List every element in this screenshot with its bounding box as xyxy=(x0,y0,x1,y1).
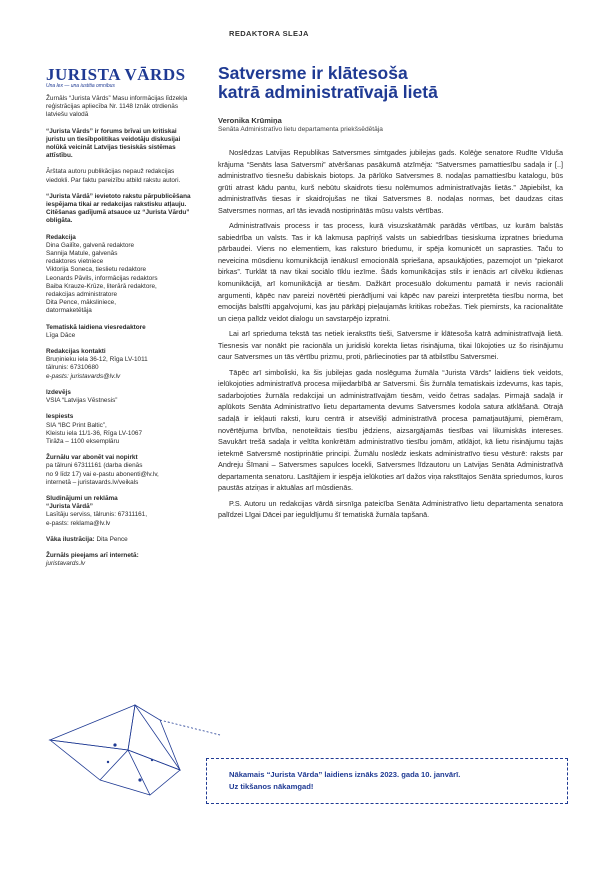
registration-info: Žurnāls “Jurista Vārds” Masu informācijas līdzekļa reģistrācijas apliecība Nr. 1148 Iznāk otrdienās latviešu valodā xyxy=(46,95,188,119)
announcement-line1: Nākamais “Jurista Vārda” laidiens iznāks 2023. gada 10. janvārī. xyxy=(229,770,461,779)
theme-editor-heading: Tematiskā laidiena viesredaktore xyxy=(46,323,146,331)
citation-notice: “Jurista Vārdā” ievietoto rakstu pārpublicēšana iespējama tikai ar redakcijas rakstisku atļauju. Citēšanas gadījumā atsauce uz “Jurista Vārdu” obligāta. xyxy=(46,192,191,225)
contacts xyxy=(46,348,196,381)
forum-statement: “Jurista Vārds” ir forums brīvai un kritiskai juristu un tiesībpolitikas veidotāju diskusijai nolūkā veicināt Latvijas tiesiskās sistēmas attīstību. xyxy=(46,127,181,160)
next-issue-announcement xyxy=(206,758,568,804)
theme-editor-name: Līga Dāce xyxy=(46,331,76,339)
subscription-heading: Žurnālu var abonēt vai nopirkt xyxy=(46,454,138,462)
online-access xyxy=(46,552,196,568)
article-author-role: Senāta Administratīvo lietu departamenta priekšsēdētāja xyxy=(218,126,383,133)
contacts-heading: Redakcijas kontakti xyxy=(46,348,106,356)
cover-artist: Dita Pence xyxy=(96,535,128,543)
advertising-heading: Sludinājumi un reklāma xyxy=(46,494,118,502)
advertising-line: Lasītāju serviss, tālrunis: 67311161, xyxy=(46,511,148,519)
logo-title: JURISTA VĀRDS xyxy=(46,65,186,84)
announcement-line2: Uz tikšanos nākamgad! xyxy=(229,782,314,791)
online-url: juristavards.lv xyxy=(46,560,86,568)
printer-heading: Iespiests xyxy=(46,413,74,421)
editorial-line: Sannija Matule, galvenās xyxy=(46,250,118,258)
printer xyxy=(46,413,196,446)
masthead-sidebar xyxy=(46,66,196,576)
editorial-line: Dina Gailīte, galvenā redaktore xyxy=(46,241,135,249)
article-title xyxy=(218,64,563,102)
article-author: Veronika Krūmiņa xyxy=(218,116,282,125)
advertising-heading-2: “Jurista Vārdā” xyxy=(46,503,93,511)
disclaimer: Ārštata autoru publikācijas nepauž redakcijas viedokli. Par faktu pareizību atbild rakstu autori. xyxy=(46,168,181,184)
editorial-heading: Redakcija xyxy=(46,233,76,241)
editorial-line: Viktorija Soneca, tieslietu redaktore xyxy=(46,266,147,274)
subscription-line: pa tālruni 67311161 (darba dienās xyxy=(46,462,143,470)
theme-editor xyxy=(46,324,196,340)
editorial-line: redakcijas administratore xyxy=(46,291,118,299)
logo-subtitle: Una lex — una iustitia omnibus xyxy=(46,83,115,89)
online-heading: Žurnāls pieejams arī internetā: xyxy=(46,551,139,559)
contacts-line: Bruņinieku iela 36-12, Rīga LV-1011 xyxy=(46,356,148,364)
article-paragraph: Tāpēc arī simboliski, ka šis jubilejas gada noslēguma žurnāla “Jurista Vārds” laidiens tiek veidots, ielūkojoties administratīvā procesa mijiedarbībā ar Satversmi. Šis žurnāla tematiskais izdevums, kas tapis, sadarbojoties žurnāla redakcijai un administratīvajām tiesām, veido četras sadaļas. Pirmajā sadaļā ir aplūkots Senāta Administratīvo lietu departamenta devums Satversmes kodola satura atklāšanā. Otrajā sadaļā ir iekļauti raksti, kuru centrā ir atsevišķi administratīvā procesa pamatjautājumi, piemēram, novērtējuma brīvība, nenoteiktais tiesību jēdziens, aizsargājamās tiesības vai likumiskās intereses. Savukārt trešā sadaļa ir veltīta konkrētām administratīvo tiesību jomām, atklājot, kā lietu risinājumu tajās ietekmē Satversmē nostiprinātie principi. Žurnālu noslēdz ieskats administratīvo tiesu vēsturē: raksts par Andreju Šīmani – Satversmes sapulces locekli, Satversmes līdzautoru un Latvijas Senāta Administratīvā departamenta senatoru. Lasītājiem ir iespēja ielūkoties arī dažos viņa rakstītajos Senāta spriedumos, kuros paustās atziņas ir aktuālas arī mūsdienās. xyxy=(218,367,563,493)
article xyxy=(218,64,563,525)
editorial-line: datormaketētāja xyxy=(46,307,92,315)
cover-heading: Vāka ilustrācija: xyxy=(46,535,95,543)
advertising xyxy=(46,495,196,528)
logo xyxy=(46,66,196,89)
article-title-line2: katrā administratīvajā lietā xyxy=(218,82,438,102)
editorial-line: redaktores vietniece xyxy=(46,258,104,266)
article-paragraph: P.S. Autoru un redakcijas vārdā sirsnīga pateicība Senāta Administratīvo lietu departamenta senatora palīdzei Līgai Dācei par ieguldījumu šī tematiskā žurnāla tapšanā. xyxy=(218,498,563,520)
article-paragraph: Noslēdzas Latvijas Republikas Satversmes simtgades jubilejas gads. Kolēģe senatore Rudīte Vīduša krājuma “Senāts lasa Satversmi” atvēršanas pasākumā atzīmēja: “Satversmes pamattiesību sadaļa ir [..] administratīvo tiesnešu dabiskais biotops. Ja pārlūko Satversmes 8. nodaļas pamattiesību katalogu, būs grūti atrast kādu pantu, kurš nebūtu skaidrots tiesu nolēmumos administratīvajās lietās.” Jāpiebilst, ka administratīvās tiesas ir skaidrojušas ne tikai Satversmes 8. nodaļas normas, bet daudzas citas Satversmes normas, arī tās ievadā nostiprinātās mūsu valsts vērtības. xyxy=(218,148,563,215)
announcement-text xyxy=(229,769,460,793)
article-paragraph: Administratīvais process ir tas process, kurā visuzskatāmāk parādās vērtības, uz kurām balstās sabiedrība un valsts. Tas ir kā lakmusa papīriņš valsts un sabiedrības tiesiskuma izpratnes brieduma pārbaudei. Viens no elementiem, kas raksturo briedumu, ir spēja komunicēt un saprasties. Taču to neveicina mūsdienu komunikācijā ienākusī emocionālā spriešana, apsaukājoties, pazemojot un “piekarot birkas”. Turklāt tā nav tikai sociālo tīklu iezīme. Šāds komunikācijas stils ir ienācis arī cilvēku ikdienas komunikācijā, arī komunikācijā ar tiesām. Dažkārt procesuālo dokumentu pamatā ir nevis racionāli argumenti, kāpēc nav pareizi novērtēti pierādījumi vai kāpēc nav pareizi interpretēta tiesību norma, bet emocijās balstīti apgalvojumi, kas jau pārkāpj pieļaujamās kritikas robežas. Tiek piemirsts, ka racionalitāte un cieņa palīdz veidot dialogu un savstarpējo izpratni. xyxy=(218,221,563,323)
publisher xyxy=(46,389,196,405)
article-body xyxy=(218,147,563,521)
editorial-line: Dita Pence, māksliniece, xyxy=(46,299,116,307)
subscription xyxy=(46,454,196,487)
advertising-line: e-pasts: reklama@lv.lv xyxy=(46,519,111,527)
publisher-heading: Izdevējs xyxy=(46,388,71,396)
printer-line: SIA “IBC Print Baltic”, xyxy=(46,421,107,429)
subscription-line: no 9 līdz 17) vai e-pastu abonenti@lv.lv, xyxy=(46,470,159,478)
article-paragraph: Lai arī sprieduma tekstā tas netiek ierakstīts tieši, Satversme ir klātesoša katrā administratīvajā lietā. Tiesnesis var nonākt pie racionāla un juridiski korekta lietas risinājuma, tikai lūkojoties uz šo risinājumu caur Satversmes un tās vērtību prizmu, proti, pārliecinoties par tā atbilstību Satversmei. xyxy=(218,329,563,362)
publisher-name: VSIA “Latvijas Vēstnesis” xyxy=(46,397,118,405)
paper-plane-illustration xyxy=(40,700,230,800)
printer-line: Tirāža – 1100 eksemplāru xyxy=(46,437,120,445)
printer-line: Kleistu iela 11/1-36, Rīga LV-1067 xyxy=(46,429,143,437)
contacts-line: tālrunis: 67310680 xyxy=(46,364,99,372)
editorial-line: Leonards Pāvils, informācijas redaktors xyxy=(46,274,158,282)
editorial-team xyxy=(46,234,196,316)
contacts-email: e-pasts: juristavards@lv.lv xyxy=(46,372,121,380)
cover-illustration-credit xyxy=(46,536,196,544)
section-label: REDAKTORA SLEJA xyxy=(229,29,309,38)
subscription-line: internetā – juristavards.lv/veikals xyxy=(46,478,139,486)
article-title-line1: Satversme ir klātesoša xyxy=(218,63,408,83)
editorial-line: Baiba Krauze-Krūze, literārā redaktore, xyxy=(46,282,157,290)
